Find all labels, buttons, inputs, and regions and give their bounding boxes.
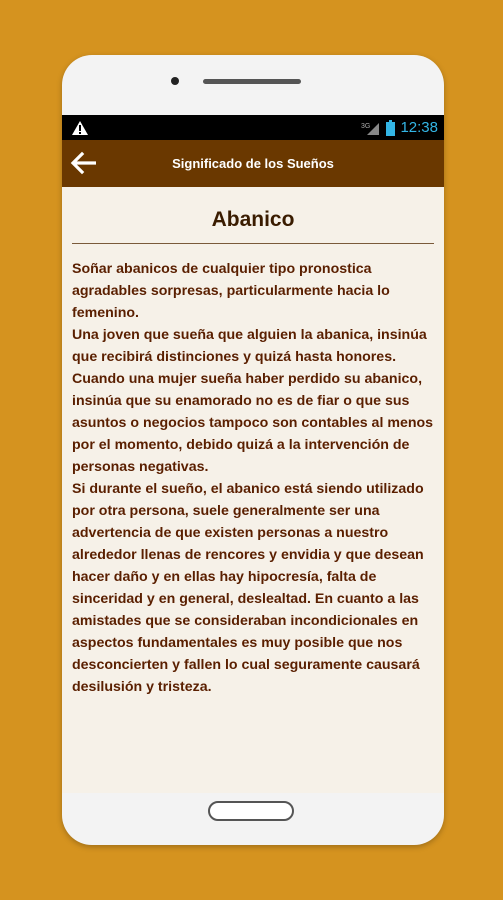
article-title: Abanico bbox=[211, 208, 295, 231]
svg-text:3G: 3G bbox=[361, 122, 371, 130]
article-content bbox=[62, 205, 444, 698]
title-divider bbox=[72, 243, 434, 244]
status-bar bbox=[62, 115, 444, 140]
front-camera bbox=[171, 77, 179, 85]
app-toolbar bbox=[62, 140, 444, 187]
speaker-grille bbox=[203, 79, 301, 84]
battery-icon bbox=[386, 120, 395, 136]
screen bbox=[62, 115, 444, 793]
toolbar-title: Significado de los Sueños bbox=[172, 156, 334, 171]
article-body: Soñar abanicos de cualquier tipo pronostica agradables sorpresas, particularmente hacia lo femenino. Una joven que sueña que alguien la abanica, insinúa que recibirá distinciones y quizá hasta honores. Cuando una mujer sueña haber perdido su abanico, insinúa que su enamorado no es de fiar o que sus asuntos o negocios tampoco son contables al menos por el momento, debido quizá a la intervención de personas negativas. Si durante el sueño, el abanico está siendo utilizado por otra persona, suele generalmente ser una advertencia de que existen personas a nuestro alrededor llenas de rencores y envidia y que desean hacer daño y en ellas hay hipocresía, falta de sinceridad y en general, deslealtad. En cuanto a las amistades que se consideraban incondicionales en aspectos fundamentales es muy posible que nos desconcierten y fallen lo cual seguramente causará desilusión y tristeza. bbox=[72, 261, 434, 695]
phone-frame bbox=[62, 55, 444, 845]
home-button[interactable] bbox=[208, 801, 294, 821]
clock: 12:38 bbox=[400, 119, 438, 136]
warning-icon bbox=[72, 121, 88, 135]
signal-icon bbox=[361, 121, 381, 135]
